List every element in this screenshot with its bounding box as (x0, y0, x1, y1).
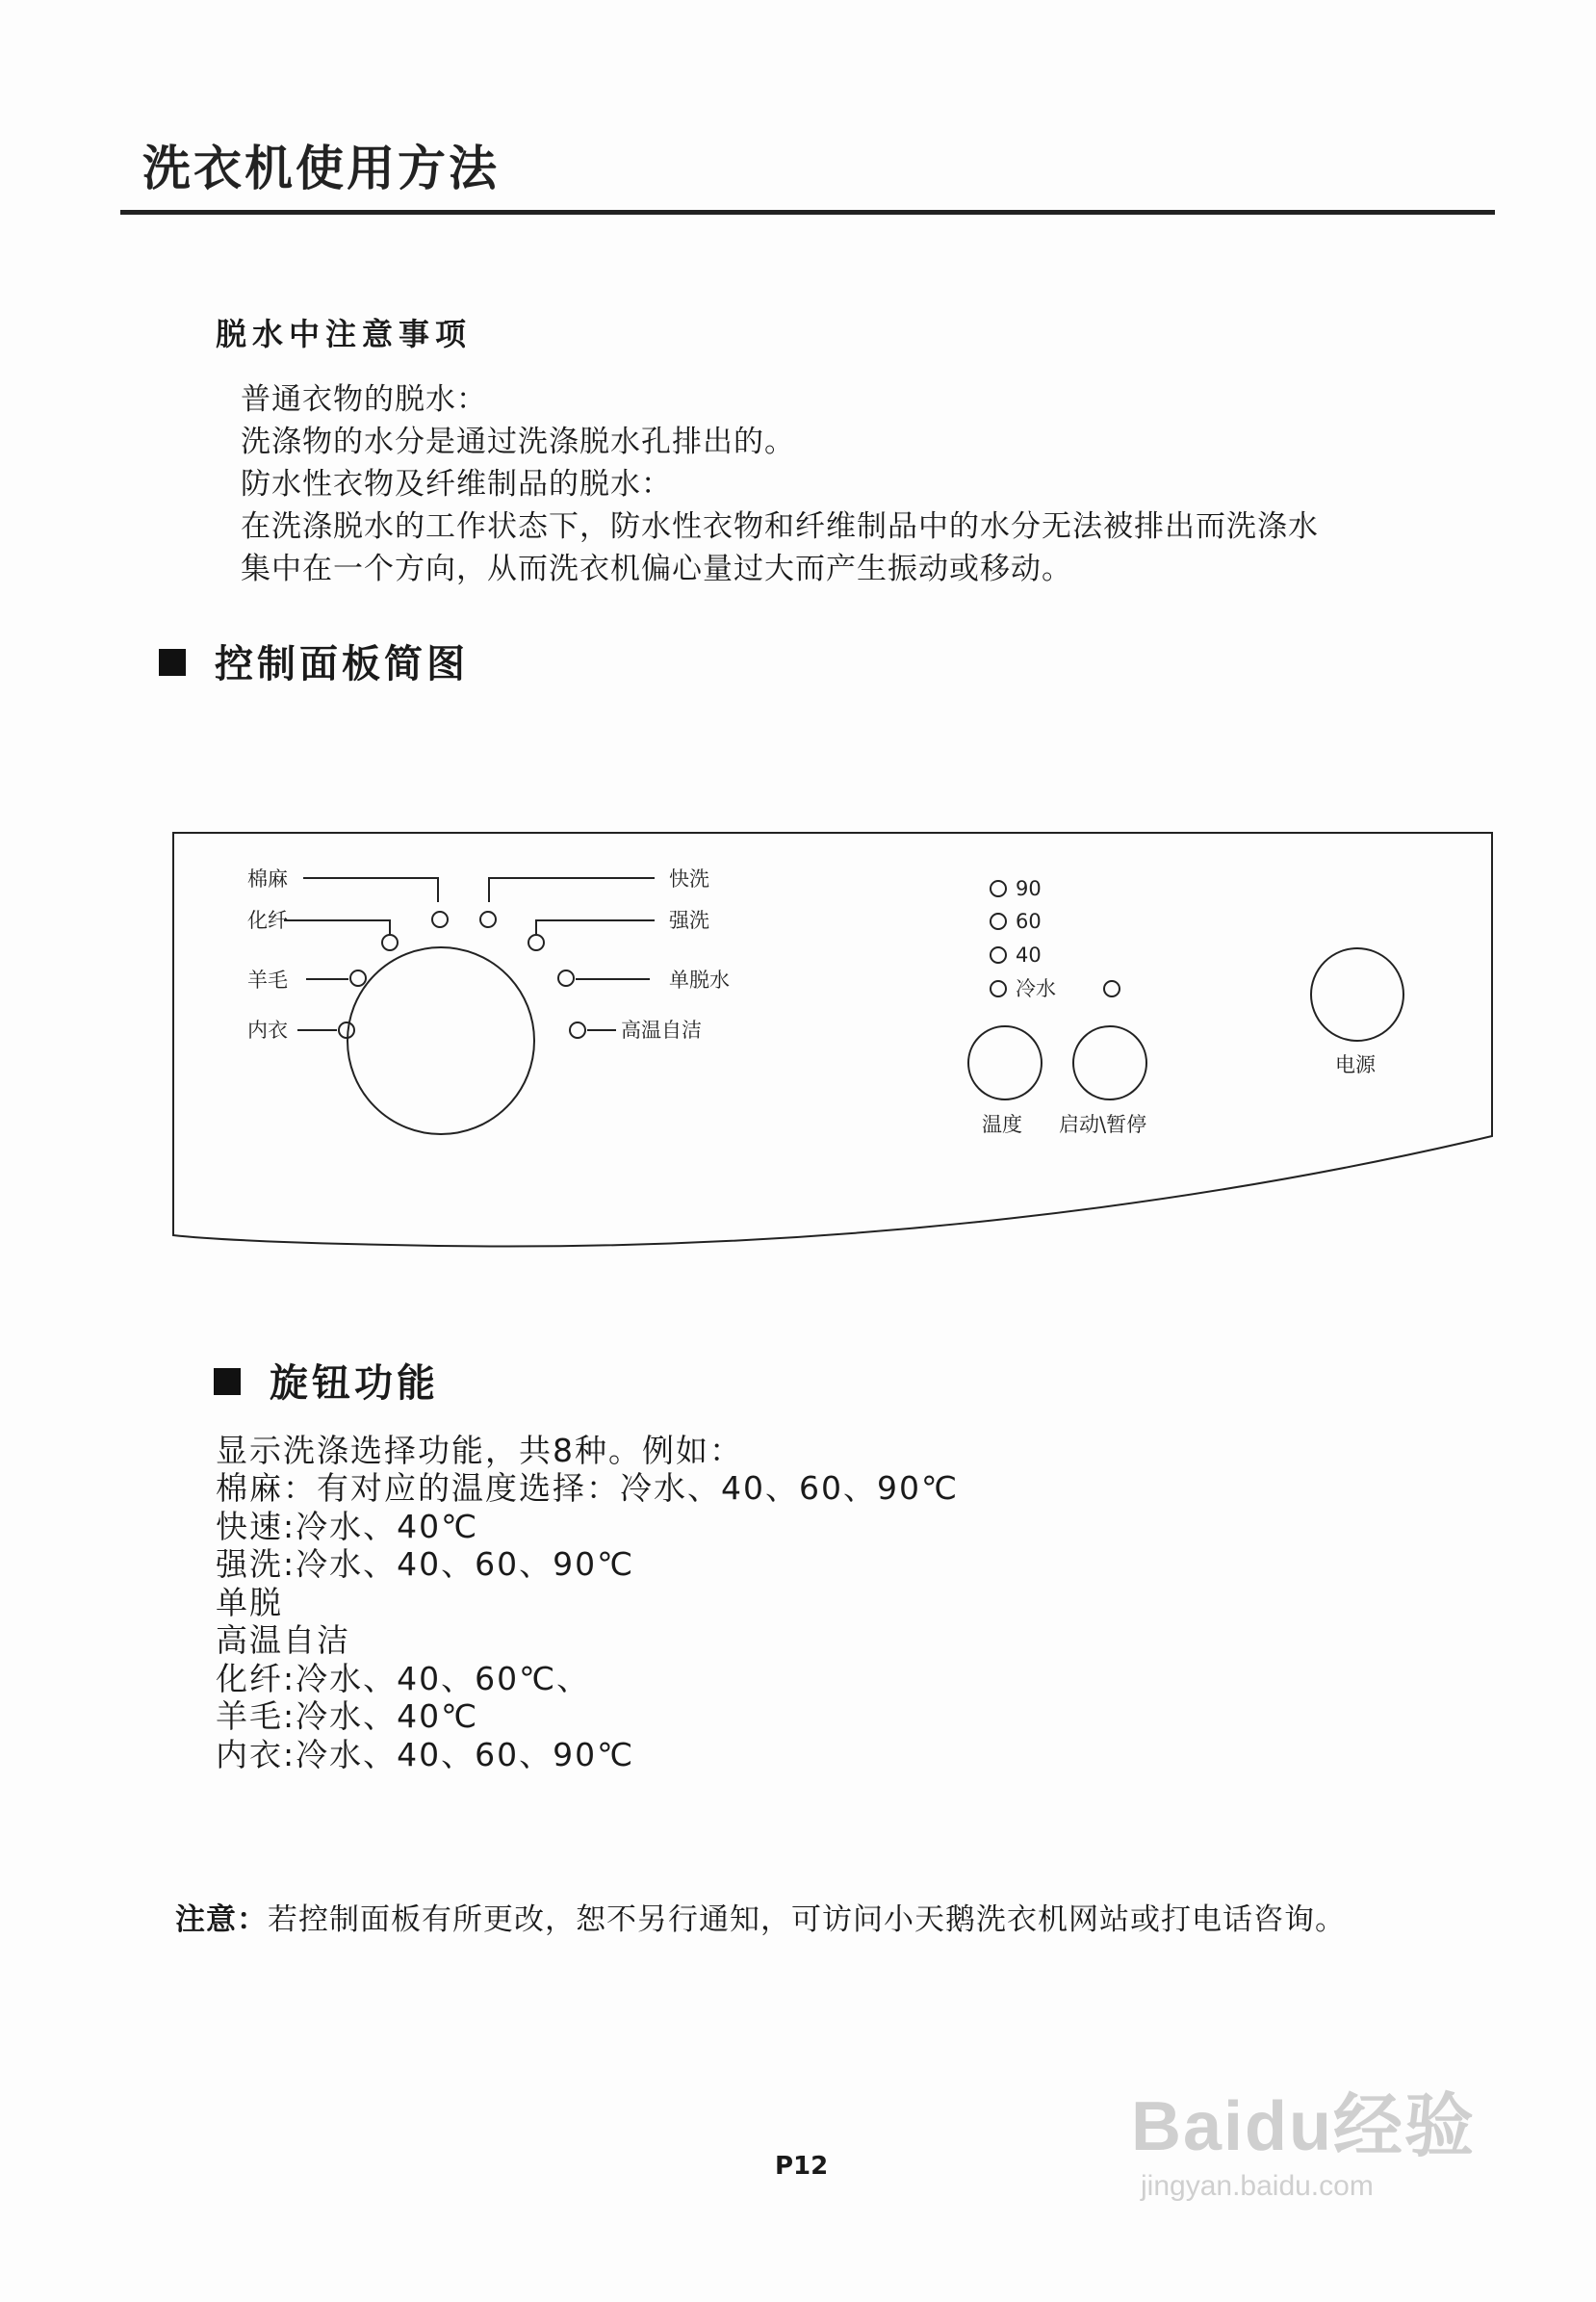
leader-line (284, 920, 390, 934)
knob-section-heading (214, 1353, 439, 1408)
spin-note-line: 集中在一个方向，从而洗衣机偏心量过大而产生振动或移动。 (241, 552, 1072, 586)
start-pause-button[interactable] (1073, 1026, 1146, 1099)
power-button[interactable] (1311, 948, 1403, 1041)
watermark-url: jingyan.baidu.com (1141, 2170, 1374, 2202)
indicator-light (432, 912, 448, 927)
indicator-light (528, 935, 544, 950)
knob-function-line: 内衣:冷水、40、60、90℃ (216, 1736, 635, 1773)
temperature-label: 温度 (982, 1113, 1022, 1136)
start-light (1104, 981, 1120, 996)
panel-section-title: 控制面板简图 (215, 642, 469, 686)
knob-function-line: 棉麻：有对应的温度选择：冷水、40、60、90℃ (216, 1469, 960, 1507)
indicator-light (480, 912, 496, 927)
page-title: 洗衣机使用方法 (142, 141, 500, 196)
knob-function-line: 显示洗涤选择功能，共8种。例如： (216, 1432, 743, 1469)
temp-label-40: 40 (1016, 944, 1042, 967)
notice-text: 若控制面板有所更改，恕不另行通知，可访问小天鹅洗衣机网站或打电话咨询。 (268, 1902, 1346, 1937)
indicator-light (558, 970, 574, 986)
temp-light-40 (991, 947, 1006, 963)
label-wool: 羊毛 (247, 969, 288, 992)
indicator-light (570, 1022, 585, 1038)
label-quick: 快洗 (669, 867, 709, 891)
temp-label-90: 90 (1016, 877, 1042, 900)
leader-line (303, 878, 438, 902)
control-panel-diagram (168, 823, 1497, 1285)
indicator-light (382, 935, 398, 950)
label-spin-only: 单脱水 (669, 969, 730, 992)
knob-section-title: 旋钮功能 (270, 1361, 439, 1406)
label-synthetic: 化纤 (247, 909, 288, 932)
temp-light-60 (991, 914, 1006, 929)
indicator-light (339, 1022, 354, 1038)
leader-line (536, 920, 655, 934)
temp-label-60: 60 (1016, 910, 1042, 933)
watermark-brand: Baidu经验 (1131, 2088, 1477, 2165)
label-strong: 强洗 (669, 909, 709, 932)
page-number: P12 (775, 2152, 829, 2181)
indicator-light (350, 970, 366, 986)
knob-function-line: 羊毛:冷水、40℃ (216, 1697, 479, 1735)
square-bullet-icon (159, 649, 186, 676)
spin-note-line: 普通衣物的脱水： (241, 382, 487, 417)
spin-note-line: 洗涤物的水分是通过洗涤脱水孔排出的。 (241, 425, 795, 459)
leader-line (489, 878, 655, 902)
knob-function-line: 单脱 (216, 1584, 283, 1621)
temp-light-90 (991, 881, 1006, 896)
label-cotton: 棉麻 (247, 867, 288, 891)
notice-label: 注意： (175, 1902, 268, 1937)
panel-section-heading (159, 634, 469, 688)
panel-outline (173, 833, 1492, 1247)
label-underwear: 内衣 (247, 1019, 288, 1042)
temp-label-cold: 冷水 (1016, 977, 1056, 1000)
program-dial[interactable] (348, 947, 534, 1134)
square-bullet-icon (214, 1368, 241, 1395)
knob-function-line: 化纤:冷水、40、60℃、 (216, 1660, 591, 1697)
knob-function-line: 强洗:冷水、40、60、90℃ (216, 1545, 635, 1583)
spin-notes-heading: 脱水中注意事项 (216, 316, 473, 352)
title-rule (120, 210, 1495, 215)
spin-note-line: 在洗涤脱水的工作状态下，防水性衣物和纤维制品中的水分无法被排出而洗涤水 (241, 509, 1319, 544)
watermark (1131, 2070, 1476, 2203)
spin-note-line: 防水性衣物及纤维制品的脱水： (241, 467, 672, 502)
start-pause-label: 启动\暂停 (1059, 1113, 1147, 1136)
temperature-button[interactable] (968, 1026, 1042, 1099)
power-label: 电源 (1335, 1053, 1376, 1076)
label-hot-clean: 高温自洁 (621, 1019, 702, 1042)
temp-light-cold (991, 981, 1006, 996)
notice (175, 1895, 1346, 1938)
knob-function-line: 快速:冷水、40℃ (216, 1508, 479, 1545)
knob-function-line: 高温自洁 (216, 1621, 350, 1659)
